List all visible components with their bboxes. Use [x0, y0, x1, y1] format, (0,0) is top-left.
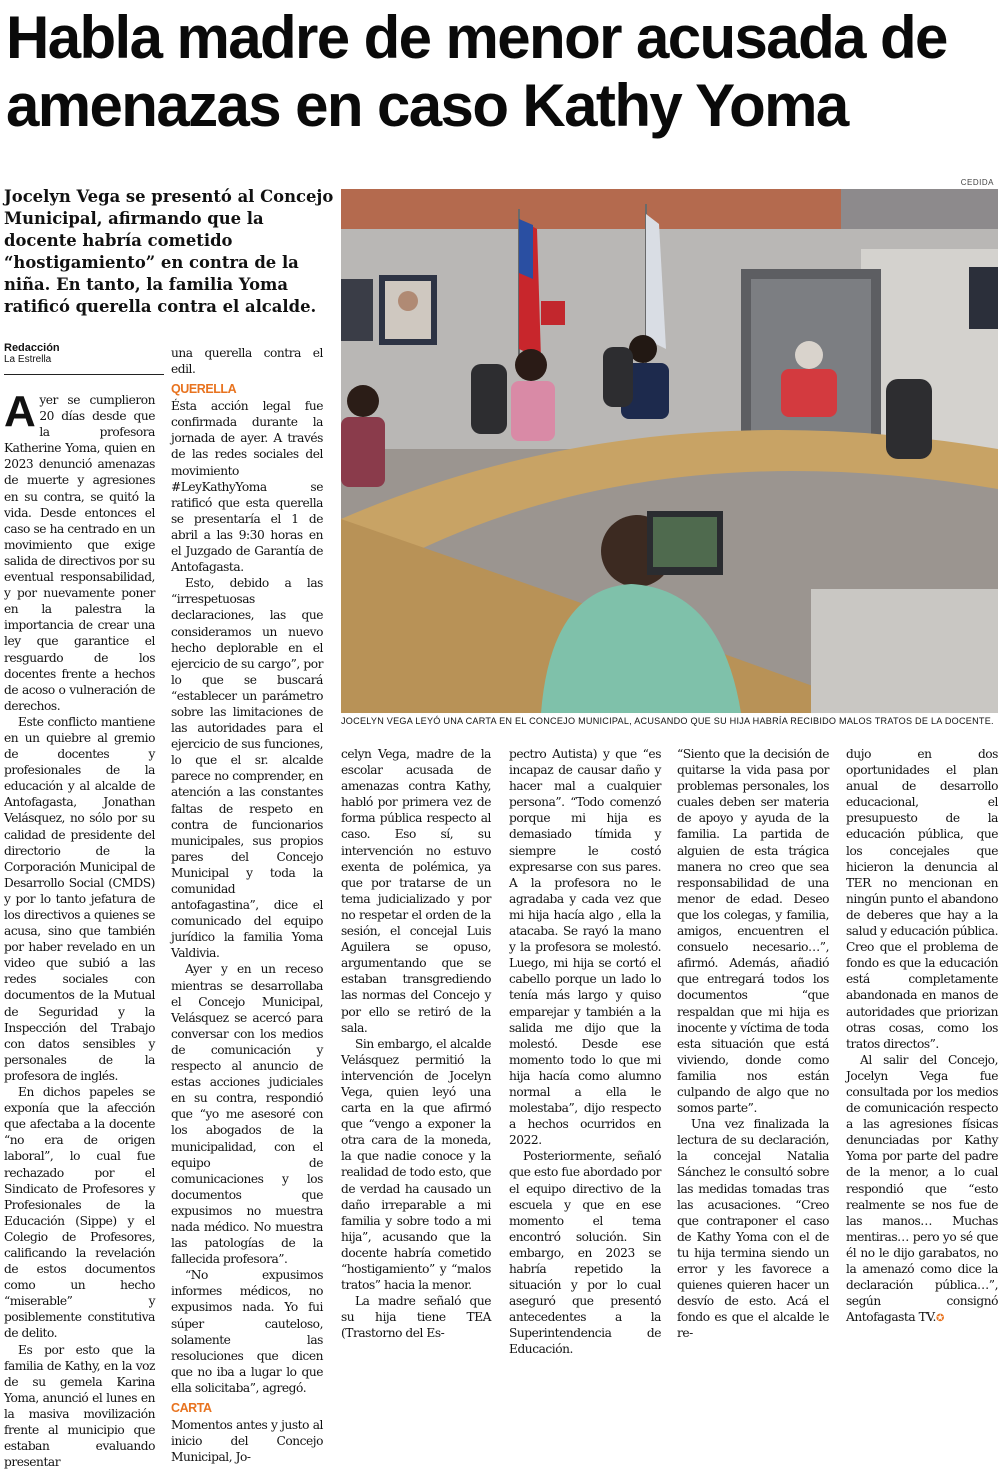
- subhead-carta: CARTA: [171, 1401, 212, 1415]
- paragraph: dujo en dos oportunidades el plan anual de desarrollo educacional, el presupuesto de la educación pública, que los concejales que hicieron la denuncia al TER no mencionan en ningún punto el abandono de deberes que hay a la salud y educación pública. Creo que el problema de fondo es que la educación está completamente abandonada en manos de autoridades que priorizan otras cosas, como los tratos directos”.: [846, 747, 998, 1051]
- end-mark-icon: ✪: [935, 1313, 944, 1325]
- column-1: [4, 387, 155, 1470]
- paragraph: una querella contra el edil.: [171, 346, 323, 377]
- paragraph: celyn Vega, madre de la escolar acusada de amenazas contra Kathy, habló por primera vez de forma pública respecto al caso. Eso sí, su intervención no estuvo exenta de polémica, ya que por tratarse de un tema judicializado y por no respetar el orden de la sesión, el concejal Luis Aguilera se opuso, argumentando que se estaban transgrediendo las normas del Concejo y por ello se retiró de la sala.: [341, 747, 491, 1035]
- paragraph: [4, 387, 155, 714]
- paragraph: Es por esto que la familia de Kathy, en la voz de su gemela Karina Yoma, anunció el lunes en la masiva movilización frente al municipio que estaban evaluando presentar: [4, 1342, 155, 1470]
- subhead-querella: QUERELLA: [171, 382, 237, 397]
- drop-cap: A: [4, 387, 36, 436]
- paragraph-text: yer se cumplieron 20 días desde que la profesora Katherine Yoma, quien en 2023 denunció amenazas de muerte y agresiones en su contra, se quitó la vida. Desde entonces el caso se ha centrado en un movimiento que exige salida de directivos por su eventual responsabilidad, y por nuevamente poner en la palestra la importancia de crear una ley que garantice el resguardo de los docentes frente a hechos de acoso o vulneración de derechos.: [4, 393, 155, 713]
- paragraph: Ayer y en un receso mientras se desarrollaba el Concejo Municipal, Velásquez se acercó para conversar con los medios de comunicación y respecto al anuncio de estas acciones judiciales en su contra, respondió que “yo me asesoré con los abogados de la municipalidad, con el equipo de comunicaciones y los documentos que expusimos no muestra nada médico. No muestra las patologías de la fallecida profesora”.: [171, 962, 323, 1267]
- byline-author: Redacción: [4, 342, 60, 354]
- article-deck: Jocelyn Vega se presentó al Concejo Municipal, afirmando que la docente habría cometido “hostigamiento” en contra de la niña. En tanto, la familia Yoma ratificó querella contra el alcalde.: [4, 187, 334, 316]
- paragraph: En dichos papeles se exponía que la afección que afectaba a la docente “no era de origen laboral”, lo cual fue rechazado por el Sindicato de Profesores y Profesionales de la Educación (Sippe) y el Colegio de Profesores, calificando la revelación de estos documentos como un hecho “miserable” y posiblemente constitutiva de delito.: [4, 1085, 155, 1341]
- paragraph: Posteriormente, señaló que esto fue abordado por el equipo directivo de la escuela y que en ese momento el tema encontró solución. Sin embargo, en 2023 se habría repetido la situación y por lo cual aseguró que presentó antecedentes a la Superintendencia de Educación.: [509, 1149, 661, 1357]
- paragraph: “Siento que la decisión de quitarse la vida pasa por problemas personales, los cuales deben ser materia de apoyo y ayuda de la familia. La partida de alguien de esta trágica manera no creo que sea responsabilidad de una menor de edad. Deseo que los colegas, y familia, amigos, encuentren el consuelo necesario…”, afirmó. Además, añadió que entregará todos los documentos “que respaldan que mi hija es inocente y víctima de toda esta situación que está viviendo, donde como familia nos están culpando de algo que no somos parte”.: [677, 747, 829, 1116]
- byline-divider: [4, 374, 164, 375]
- photo-credit: CEDIDA: [960, 178, 994, 187]
- column-3: [341, 746, 491, 1341]
- paragraph: Una vez finalizada la lectura de su declaración, la concejal Natalia Sánchez le consultó sobre las medidas tomadas tras las acusaciones. “Creo que contraponer el caso de Kathy Yoma con el de tu hija termina siendo un error y les favorece a quienes quieren hacer un desvío de esto. Acá el fondo es que el alcalde le re-: [677, 1117, 829, 1341]
- column-5: [677, 746, 829, 1341]
- paragraph: Ésta acción legal fue confirmada durante la jornada de ayer. A través de las redes sociales del movimiento #LeyKathyYoma se ratificó que esta querella se presentaría el 1 de abril a las 9:30 horas en el Juzgado de Garantía de Antofagasta.: [171, 399, 323, 575]
- paragraph: Esto, debido a las “irrespetuosas declaraciones, las que consideramos un nuevo hecho deplorable en el ejercicio de su cargo”, por lo que se buscará “establecer un parámetro sobre las limitaciones de las autoridades para el ejercicio de sus funciones, lo que el sr. alcalde parece no comprender, en atención a las constantes faltas de respeto en contra de funcionarios municipales, sus propios pares del Concejo Municipal y toda la comunidad antofagastina”, dice el comunicado del equipo jurídico la familia Yoma Valdivia.: [171, 576, 323, 961]
- paragraph: La madre señaló que su hija tiene TEA (Trastorno del Es-: [341, 1294, 491, 1341]
- byline: [4, 342, 60, 365]
- column-2: [171, 345, 323, 1465]
- council-meeting-photo: [341, 189, 998, 713]
- column-4: [509, 746, 661, 1357]
- paragraph: Este conflicto mantiene en un quiebre al gremio de docentes y profesionales de la educación y al alcalde de Antofagasta, Jonathan Velásquez, no sólo por su calidad de presidente del directorio de la Corporación Municipal de Desarrollo Social (CMDS) y por lo tanto jefatura de los directivos a quienes se acusa, sino que también por haber revelado en un video que subió a las redes sociales con documentos de la Mutual de Seguridad y la Inspección del Trabajo con datos sensibles y personales de la profesora de inglés.: [4, 714, 155, 1083]
- paragraph: Momentos antes y justo al inicio del Concejo Municipal, Jo-: [171, 1418, 323, 1465]
- paragraph: “No expusimos informes médicos, no expusimos nada. Yo fui súper cauteloso, solamente las resoluciones que dicen que no iba a lugar lo que ella solicitaba”, agregó.: [171, 1268, 323, 1395]
- paragraph: [846, 1052, 998, 1328]
- paragraph-text: Al salir del Concejo, Jocelyn Vega fue consultada por los medios de comunicación respecto a las agresiones físicas denunciadas por Kathy Yoma por parte del padre de la menor, a lo cual respondió que “esto realmente se nos fue de las manos… Muchas mentiras… pero yo sé que él no le dijo garabatos, no la amenazó como dice la declaración pública…”, según consignó Antofagasta TV.: [846, 1052, 998, 1325]
- byline-publication: La Estrella: [4, 354, 52, 365]
- photo-caption: JOCELYN VEGA LEYÓ UNA CARTA EN EL CONCEJO MUNICIPAL, ACUSANDO QUE SU HIJA HABRÍA RECIBIDO MALOS TRATOS DE LA DOCENTE.: [341, 716, 994, 726]
- column-6: [846, 746, 998, 1325]
- article-photo: [341, 189, 998, 713]
- article-headline: Habla madre de menor acusada de amenazas en caso Kathy Yoma: [6, 4, 947, 139]
- paragraph: pectro Autista) y que “es incapaz de causar daño y hacer mal a cualquier persona”. “Todo comenzó porque mi hija es demasiado tímida y siempre le costó expresarse con sus pares. A la profesora no le agradaba y cada vez que mi hija hacía algo , ella la atacaba. Se rayó la mano y la profesora se molestó. Luego, mi hija se cortó el cabello porque un lado lo tenía más largo y quiso emparejar y también a la salida me dijo que la molestó. Desde ese momento todo lo que mi hija hacía como alumno normal a ella le molestaba”, dijo respecto a hechos ocurridos en 2022.: [509, 747, 661, 1148]
- paragraph: Sin embargo, el alcalde Velásquez permitió la intervención de Jocelyn Vega, quien leyó una carta en la que afirmó que “vengo a exponer la otra cara de la moneda, la que nadie conoce y la realidad de todo esto, que de verdad ha causado un daño irreparable a mi familia y sobre todo a mi hija”, acusando que la docente habría cometido “hostigamiento” y “malos tratos” hacia la menor.: [341, 1036, 491, 1293]
